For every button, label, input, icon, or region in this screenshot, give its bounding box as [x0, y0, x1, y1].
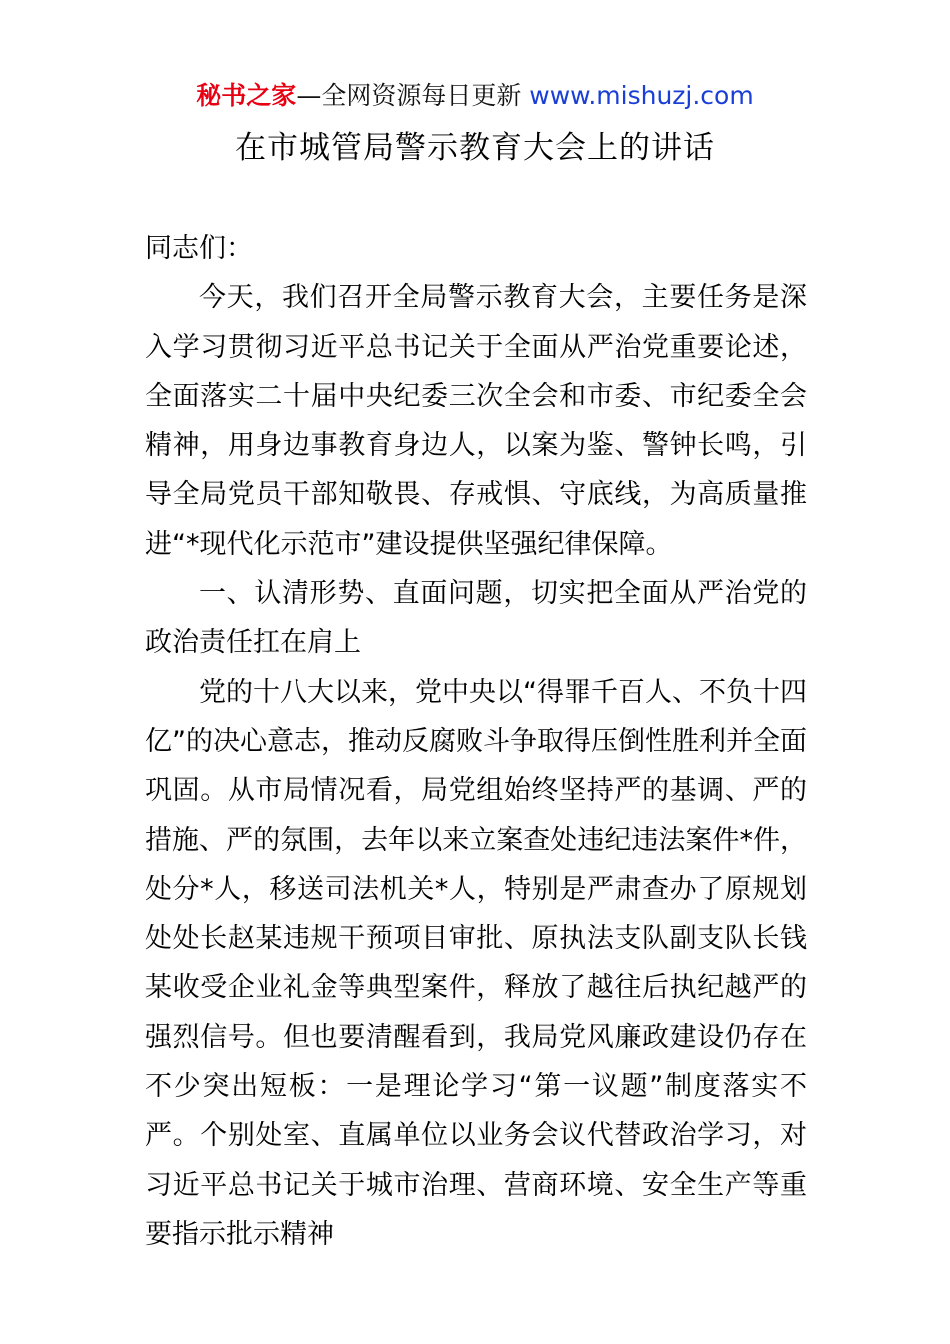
section-heading-1: 一、认清形势、直面问题，切实把全面从严治党的政治责任扛在肩上 [145, 578, 807, 659]
site-header [0, 80, 950, 112]
header-slogan: —全网资源每日更新 [296, 81, 522, 110]
document-body [145, 224, 807, 1259]
paragraph-intro: 今天，我们召开全局警示教育大会，主要任务是深入学习贯彻习近平总书记关于全面从严治党重要论述，全面落实二十届中央纪委三次全会和市委、市纪委全会精神，用身边事教育身边人，以案为鉴、警钟长鸣，引导全局党员干部知敬畏、存戒惧、守底线，为高质量推进“*现代化示范市”建设提供坚强纪律保障。 [145, 282, 807, 560]
site-url-link[interactable]: www.mishuzj.com [529, 81, 754, 110]
salutation: 同志们： [145, 233, 253, 264]
document-title: 在市城管局警示教育大会上的讲话 [235, 130, 715, 166]
paragraph-situation: 党的十八大以来，党中央以“得罪千百人、不负十四亿”的决心意志，推动反腐败斗争取得压倒性胜利并全面巩固。从市局情况看，局党组始终坚持严的基调、严的措施、严的氛围，去年以来立案查处违纪违法案件*件，处分*人，移送司法机关*人，特别是严肃查办了原规划处处长赵某违规干预项目审批、原执法支队副支队长钱某收受企业礼金等典型案件，释放了越往后执纪越严的强烈信号。但也要清醒看到，我局党风廉政建设仍存在不少突出短板：一是理论学习“第一议题”制度落实不严。个别处室、直属单位以业务会议代替政治学习，对习近平总书记关于城市治理、营商环境、安全生产等重要指示批示精神 [145, 676, 807, 1250]
brand-name: 秘书之家 [196, 81, 297, 110]
